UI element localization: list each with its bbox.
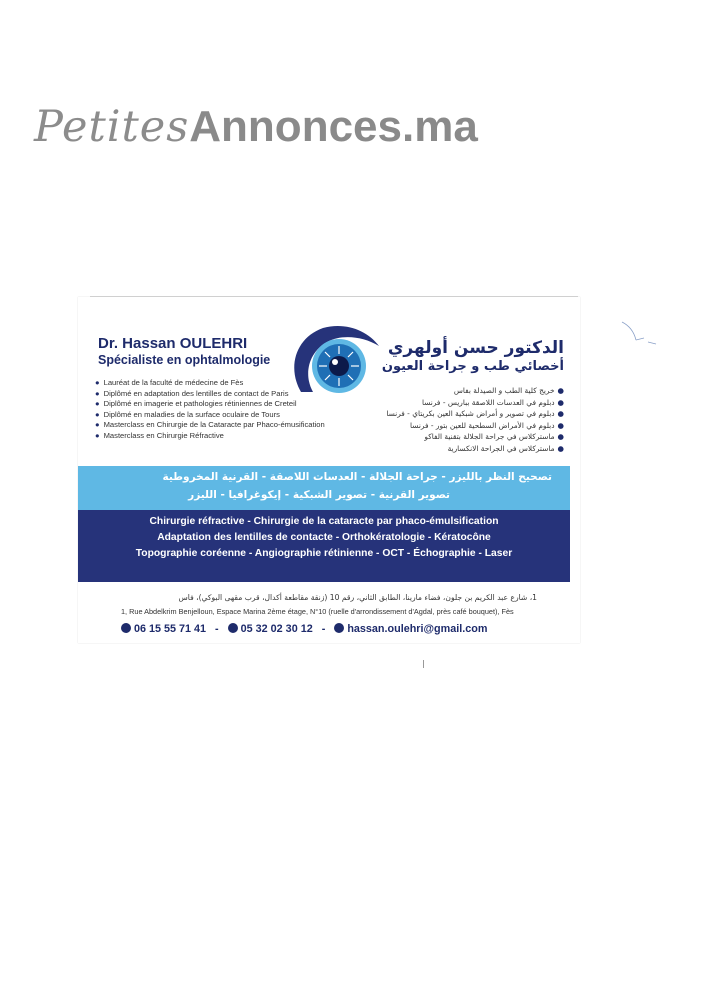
list-item: ● Lauréat de la faculté de médecine de Fès [95,378,244,387]
address-fr: 1, Rue Abdelkrim Benjelloun, Espace Marina 2ème étage, N°10 (ruelle d'arrondissement d'Agdal, près café bouquet), Fès [121,607,514,616]
phone-fixed: 05 32 02 30 12 [240,623,313,635]
services-ar-line1: تصحيح النظر بالليزر - جراحة الجلالة - العدسات اللاصقة - القرنية المخروطية [162,471,552,483]
qualifications-fr-list [95,378,325,442]
phone-mobile: 06 15 55 71 41 [134,623,207,635]
list-item: ● Masterclass en Chirurgie Réfractive [95,430,224,440]
list-item: ●ماستركلاس في الجراحة الانكسارية [447,443,564,453]
services-fr-line: Adaptation des lentilles de contacte - Orthokératologie - Kératocône [157,532,491,543]
doctor-name-ar: الدكتور حسن أولهري [387,338,564,358]
services-fr-line: Topographie coréenne - Angiographie rétinienne - OCT - Échographie - Laser [135,548,513,559]
qualifications-ar-list [386,385,564,454]
specialty-ar: أخصائي طب و جراحة العيون [381,359,564,374]
contact-line [121,623,487,635]
doctor-name-fr: Dr. Hassan OULEHRI [98,335,248,352]
list-item: ● Diplômé en imagerie et pathologies rétiniennes de Creteil [95,399,297,409]
services-ar-line2: تصوير القرنية - تصوير الشبكية - إيكوغرافيا - الليزر [188,489,450,501]
list-item: ●دبلوم في الأمراض السطحية للعين بتور - فرنسا [410,420,564,430]
watermark-part1: Petites [34,102,190,152]
list-item: ●ماستركلاس في جراحة الجلالة بتقنية الفاكو [424,432,564,441]
services-fr-line: Chirurgie réfractive - Chirurgie de la cataracte par phaco-émulsification [149,516,499,527]
watermark-part2: Annonces.ma [189,102,478,151]
list-item: ● Diplômé en maladies de la surface oculaire de Tours [95,409,280,419]
email-icon [334,623,344,633]
scan-mark [620,318,660,348]
list-item: ●خريج كلية الطب و الصيدلة بفاس [453,386,564,395]
services-ar-band [78,466,570,510]
list-item: ● Masterclass en Chirurgie de la Cataracte par Phaco-émusification [95,420,325,430]
scan-mark [423,660,424,668]
list-item: ●دبلوم في العدسات اللاصقة بباريس - فرنسا [421,397,564,407]
watermark [34,102,478,162]
address-ar: 1، شارع عبد الكريم بن جلون، فضاء مارينا، الطابق الثاني، رقم 10 (زنقة مقاطعة أكدال، قرب مقهى البوكي)، فاس [178,593,537,602]
email: hassan.oulehri@gmail.com [347,623,488,635]
fixed-phone-icon [228,623,238,633]
services-fr-band [78,510,570,582]
list-item: ●دبلوم في تصوير و أمراض شبكية العين بكريتاي - فرنسا [386,409,564,418]
separator: - [215,623,219,635]
phone-icon [121,623,131,633]
specialty-fr: Spécialiste en ophtalmologie [98,353,271,367]
separator: - [321,623,326,635]
list-item: ● Diplômé en adaptation des lentilles de contact de Paris [95,388,289,398]
